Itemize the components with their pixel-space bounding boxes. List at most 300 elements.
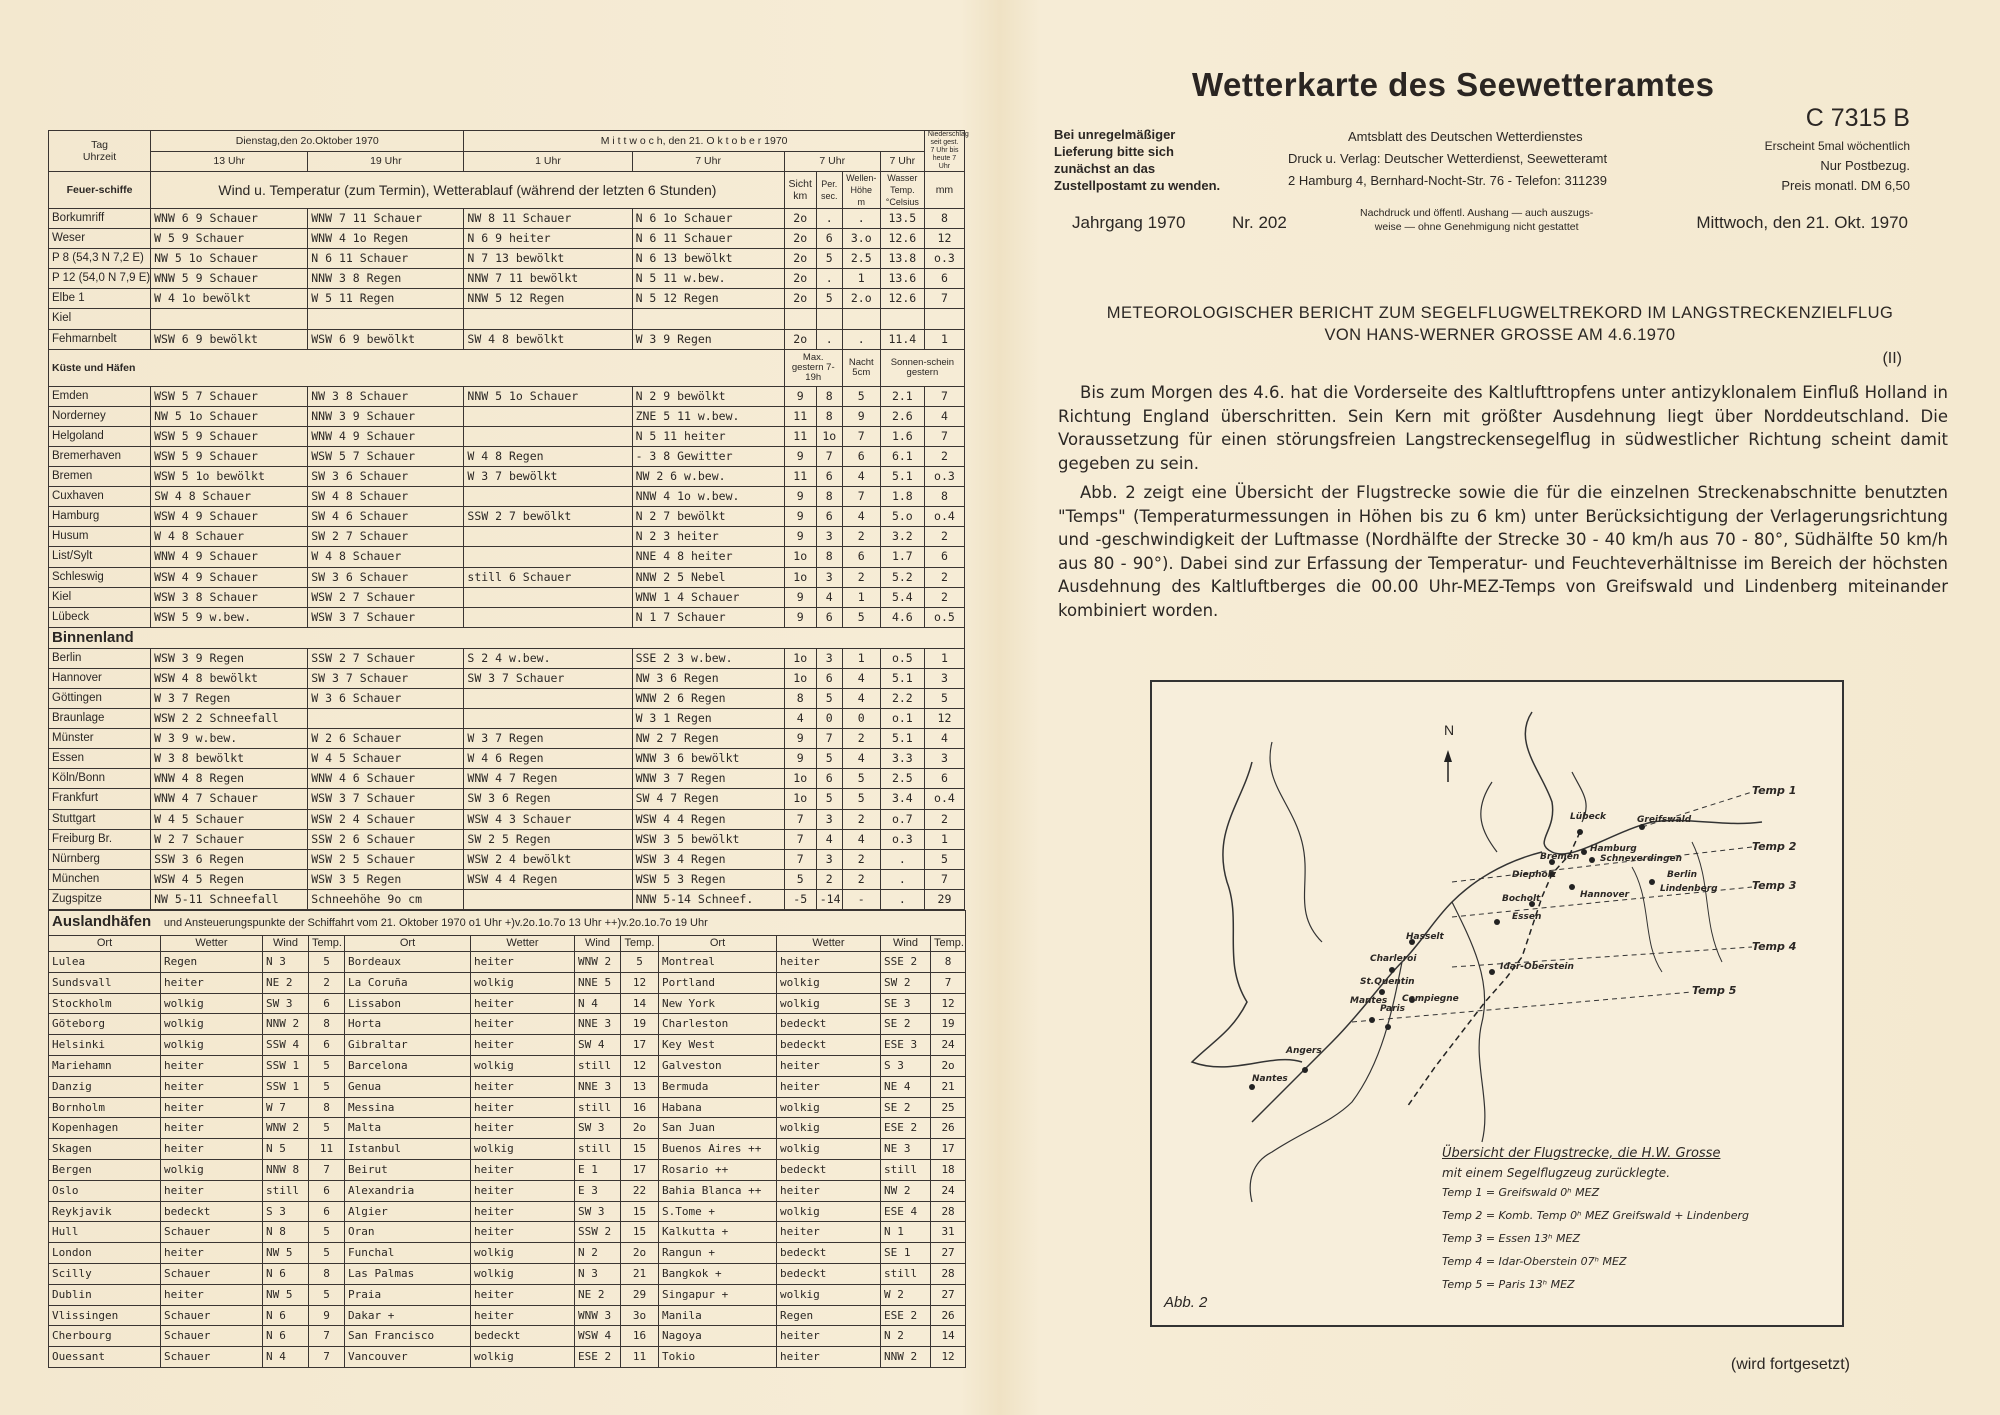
legend-item: Temp 3 = Essen 13ʰ MEZ (1442, 1232, 1581, 1245)
port-weather: Schauer (161, 1347, 263, 1368)
port-wind: SE 1 (881, 1243, 931, 1264)
frequency-block (1765, 136, 1910, 196)
value-cell: 4 (784, 709, 816, 729)
port-temp: 16 (621, 1097, 659, 1118)
value-cell: 3.o (842, 229, 880, 249)
value-cell: 4 (842, 467, 880, 487)
port-wind: WNW 2 (263, 1118, 309, 1139)
weather-cell: WSW 5 7 Schauer (308, 446, 464, 466)
port-name: Malta (345, 1118, 471, 1139)
legend-title: Übersicht der Flugstrecke, die H.W. Grosse (1442, 1146, 1721, 1161)
value-cell: 1.7 (880, 547, 924, 567)
port-wind: NW 5 (263, 1243, 309, 1264)
binnenland-body (49, 648, 965, 909)
weather-cell: SW 3 6 Regen (464, 789, 632, 809)
north-label: N (1444, 722, 1455, 738)
weather-cell: SW 3 7 Schauer (308, 668, 464, 688)
header-day1: Dienstag,den 2o.Oktober 1970 (151, 131, 464, 152)
station-name: Freiburg Br. (49, 829, 151, 849)
port-temp: 12 (931, 993, 966, 1014)
value-cell (784, 309, 816, 329)
aus-header-cell: Ort (49, 936, 161, 952)
value-cell: 12 (924, 709, 964, 729)
port-weather: wolkig (777, 1097, 881, 1118)
city-label: Idar-Oberstein (1500, 962, 1574, 972)
aus-header-cell: Wetter (777, 936, 881, 952)
city-label: St.Quentin (1360, 977, 1415, 987)
port-temp: 2 (309, 972, 345, 993)
table-row (49, 467, 965, 487)
table-header-row-1 (49, 131, 965, 152)
port-wind: NNW 2 (263, 1014, 309, 1035)
table-row (49, 869, 965, 889)
table-row (49, 567, 965, 587)
value-cell: . (816, 269, 842, 289)
port-weather: Schauer (161, 1263, 263, 1284)
continued-note: (wird fortgesetzt) (1730, 1356, 1850, 1373)
value-cell: 7 (924, 289, 964, 309)
port-name: Montreal (659, 952, 777, 973)
table-row (49, 769, 965, 789)
port-weather: wolkig (471, 1055, 575, 1076)
weather-cell: N 5 11 heiter (632, 426, 784, 446)
port-weather: wolkig (471, 1139, 575, 1160)
value-cell: 2 (924, 446, 964, 466)
port-temp: 17 (621, 1035, 659, 1056)
value-cell: 6 (842, 547, 880, 567)
port-weather: heiter (471, 1035, 575, 1056)
station-name: Hannover (49, 668, 151, 688)
value-cell: 2 (816, 869, 842, 889)
value-cell: 7 (924, 426, 964, 446)
port-name: Funchal (345, 1243, 471, 1264)
port-name: Gibraltar (345, 1035, 471, 1056)
weather-cell: W 4 6 Regen (464, 749, 632, 769)
port-name: Vancouver (345, 1347, 471, 1368)
legend-item: Temp 1 = Greifswald 0ʰ MEZ (1442, 1186, 1600, 1199)
port-temp: 5 (309, 1243, 345, 1264)
value-cell: 3 (816, 567, 842, 587)
port-wind: SSW 1 (263, 1076, 309, 1097)
port-wind: SW 3 (263, 993, 309, 1014)
city-label: Hamburg (1590, 844, 1637, 854)
weather-cell (464, 709, 632, 729)
value-cell: 11 (784, 406, 816, 426)
port-wind: ESE 2 (575, 1347, 621, 1368)
station-name: Lübeck (49, 607, 151, 627)
weather-cell: W 3 7 bewölkt (464, 467, 632, 487)
table-row (49, 648, 965, 668)
value-cell: 2.2 (880, 688, 924, 708)
aus-header-row (49, 936, 966, 952)
value-cell: o.7 (880, 809, 924, 829)
port-name: Singapur + (659, 1284, 777, 1305)
value-cell: 5 (816, 289, 842, 309)
value-cell: 3 (816, 527, 842, 547)
port-wind: S 3 (263, 1201, 309, 1222)
temp-label: Temp 5 (1692, 984, 1737, 997)
port-weather: heiter (161, 1118, 263, 1139)
port-weather: wolkig (777, 1284, 881, 1305)
port-temp: 14 (931, 1326, 966, 1347)
nachdruck-line: weise — ohne Genehmigung nicht gestattet (1374, 221, 1579, 233)
value-cell: 13.6 (880, 269, 924, 289)
station-name: Berlin (49, 648, 151, 668)
port-name: Key West (659, 1035, 777, 1056)
port-temp: 28 (931, 1201, 966, 1222)
station-name: Schleswig (49, 567, 151, 587)
heading-line: VON HANS-WERNER GROSSE AM 4.6.1970 (1324, 326, 1676, 344)
weather-cell: WNW 4 8 Regen (151, 769, 308, 789)
north-arrowhead (1444, 750, 1452, 762)
value-cell: 3.3 (880, 749, 924, 769)
port-wind: SE 3 (881, 993, 931, 1014)
legend-sub: mit einem Segelflugzeug zurücklegte. (1442, 1166, 1671, 1180)
port-name: Buenos Aires ++ (659, 1139, 777, 1160)
port-weather: Schauer (161, 1326, 263, 1347)
value-cell: 9 (842, 406, 880, 426)
value-cell: 5 (842, 386, 880, 406)
value-cell: 1 (924, 648, 964, 668)
weather-cell: N 6 11 Schauer (632, 229, 784, 249)
port-temp: 24 (931, 1035, 966, 1056)
port-name: Hull (49, 1222, 161, 1243)
binnen-header-row (49, 627, 965, 648)
heading-line: METEOROLOGISCHER BERICHT ZUM SEGELFLUGWELTREKORD IM LANGSTRECKENZIELFLUG (1106, 304, 1894, 322)
port-wind: still (575, 1139, 621, 1160)
freq-line: Erscheint 5mal wöchentlich (1764, 139, 1910, 153)
value-cell: o.1 (880, 709, 924, 729)
port-weather: heiter (777, 1347, 881, 1368)
port-weather: heiter (777, 1180, 881, 1201)
value-cell: 2.o (842, 289, 880, 309)
weather-cell: WSW 2 2 Schneefall (151, 709, 308, 729)
port-wind: SE 2 (881, 1097, 931, 1118)
port-weather: heiter (777, 1055, 881, 1076)
value-cell: 5 (924, 688, 964, 708)
port-temp: 25 (931, 1097, 966, 1118)
port-name: Charleston (659, 1014, 777, 1035)
port-temp: 5 (309, 1118, 345, 1139)
value-cell: 5 (842, 607, 880, 627)
weather-cell: SW 4 8 Schauer (308, 487, 464, 507)
port-temp: 27 (931, 1284, 966, 1305)
weather-cell: WSW 4 4 Regen (464, 869, 632, 889)
value-cell: 6 (816, 607, 842, 627)
port-weather: heiter (161, 1243, 263, 1264)
port-temp: 2o (931, 1055, 966, 1076)
value-cell: 2 (924, 809, 964, 829)
port-temp: 12 (621, 972, 659, 993)
weather-cell: WNW 4 6 Schauer (308, 769, 464, 789)
weather-cell: NNE 4 8 heiter (632, 547, 784, 567)
paragraph-1: Bis zum Morgen des 4.6. hat die Vorderseite des Kaltlufttropfens unter antizyklonalem Einfluß Holland in Richtung England überschritten. Sein Kern mit größter Ausdehnung liegt über Norddeutschland. Die Voraussetzung für einen störungsfreien Langstreckensegelflug in südwestlicher Richtung scheint damit gegeben zu sein. (1058, 383, 1948, 473)
page-title: Wetterkarte des Seewetteramtes (1192, 66, 1715, 103)
value-cell: 4 (924, 406, 964, 426)
notice-line: Zustellpostamt zu wenden. (1054, 178, 1221, 193)
table-header-row-3 (49, 172, 965, 209)
table-row (49, 1305, 966, 1326)
weather-cell: NW 3 8 Schauer (308, 386, 464, 406)
port-name: Portland (659, 972, 777, 993)
port-name: London (49, 1243, 161, 1264)
port-weather: bedeckt (777, 1263, 881, 1284)
port-temp: 13 (621, 1076, 659, 1097)
port-temp: 7 (931, 972, 966, 993)
port-wind: ESE 2 (881, 1118, 931, 1139)
port-weather: heiter (777, 1326, 881, 1347)
port-temp: 15 (621, 1201, 659, 1222)
table-row (49, 487, 965, 507)
port-name: San Juan (659, 1118, 777, 1139)
table-row (49, 507, 965, 527)
weather-cell: W 3 1 Regen (632, 709, 784, 729)
aus-title-row (49, 911, 966, 936)
city-label: Lübeck (1570, 812, 1607, 822)
port-temp: 29 (621, 1284, 659, 1305)
port-weather: wolkig (471, 1347, 575, 1368)
table-row (49, 1035, 966, 1056)
value-cell: 8 (816, 386, 842, 406)
port-weather: heiter (471, 1076, 575, 1097)
weather-cell: - 3 8 Gewitter (632, 446, 784, 466)
value-cell: 2 (842, 869, 880, 889)
port-temp: 26 (931, 1305, 966, 1326)
aus-subtitle: und Ansteuerungspunkte der Schiffahrt vom 21. Oktober 1970 o1 Uhr +)v.2o.1o.7o 13 Uhr ++)v.2o.1o.7o 19 Uhr (163, 917, 708, 929)
value-cell: 5 (924, 849, 964, 869)
port-wind: N 8 (263, 1222, 309, 1243)
value-cell: 5 (816, 688, 842, 708)
weather-cell: N 6 13 bewölkt (632, 249, 784, 269)
table-row (49, 1055, 966, 1076)
value-cell: 13.5 (880, 209, 924, 229)
value-cell: 12.6 (880, 229, 924, 249)
port-weather: heiter (161, 1284, 263, 1305)
temp4-line (1452, 947, 1752, 967)
port-weather: heiter (471, 1222, 575, 1243)
table-row (49, 1326, 966, 1347)
weather-cell: SSW 2 6 Schauer (308, 829, 464, 849)
port-wind: NNE 5 (575, 972, 621, 993)
port-wind: SSW 4 (263, 1035, 309, 1056)
value-cell: 2o (784, 229, 816, 249)
value-cell: 9 (784, 729, 816, 749)
value-cell: 6 (816, 467, 842, 487)
value-cell: 5 (842, 789, 880, 809)
value-cell: 8 (784, 688, 816, 708)
port-weather: heiter (471, 993, 575, 1014)
weather-cell: WSW 4 3 Schauer (464, 809, 632, 829)
port-name: Bordeaux (345, 952, 471, 973)
value-cell: 4 (816, 587, 842, 607)
port-name: Habana (659, 1097, 777, 1118)
value-cell: 2 (924, 587, 964, 607)
value-cell (816, 309, 842, 329)
weather-cell: WSW 2 7 Schauer (308, 587, 464, 607)
port-wind: N 4 (263, 1347, 309, 1368)
port-weather: heiter (161, 1097, 263, 1118)
value-cell: 5.1 (880, 467, 924, 487)
port-name: Manila (659, 1305, 777, 1326)
port-name: Vlissingen (49, 1305, 161, 1326)
table-row (49, 249, 965, 269)
port-name: Alexandria (345, 1180, 471, 1201)
table-row (49, 289, 965, 309)
weather-cell: W 3 6 Schauer (308, 688, 464, 708)
weather-cell: WSW 2 5 Schauer (308, 849, 464, 869)
value-cell: 11.4 (880, 329, 924, 349)
table-row (49, 993, 966, 1014)
weather-cell: WSW 5 9 Schauer (151, 446, 308, 466)
port-weather: wolkig (777, 1201, 881, 1222)
value-cell: 5.2 (880, 567, 924, 587)
value-cell: 2o (784, 289, 816, 309)
value-cell: 11 (784, 467, 816, 487)
port-temp: 17 (621, 1159, 659, 1180)
port-temp: 8 (309, 1014, 345, 1035)
table-row (49, 1222, 966, 1243)
port-weather: heiter (777, 952, 881, 973)
weather-cell: NW 2 6 w.bew. (632, 467, 784, 487)
weather-cell: WSW 3 8 Schauer (151, 587, 308, 607)
value-cell: 7 (924, 869, 964, 889)
city-label: Diepholz (1512, 870, 1557, 880)
value-cell: 6 (816, 229, 842, 249)
river (1452, 902, 1485, 1142)
port-name: New York (659, 993, 777, 1014)
weather-cell: S 2 4 w.bew. (464, 648, 632, 668)
header-sonne: Sonnen-schein gestern (880, 349, 964, 386)
value-cell: 1.8 (880, 487, 924, 507)
station-name: Husum (49, 527, 151, 547)
value-cell: . (880, 869, 924, 889)
weather-cell: W 4 5 Schauer (151, 809, 308, 829)
value-cell: . (880, 889, 924, 909)
weather-cell: WSW 6 9 bewölkt (308, 329, 464, 349)
port-name: Istanbul (345, 1139, 471, 1160)
port-name: Galveston (659, 1055, 777, 1076)
fig-label: Abb. 2 (1164, 1294, 1208, 1311)
value-cell: 13.8 (880, 249, 924, 269)
value-cell: 5 (842, 769, 880, 789)
weather-cell: SSW 2 7 Schauer (308, 648, 464, 668)
port-wind: N 4 (575, 993, 621, 1014)
weather-cell: W 4 8 Regen (464, 446, 632, 466)
value-cell: 1 (842, 269, 880, 289)
port-name: Bergen (49, 1159, 161, 1180)
weather-cell: NNW 5 12 Regen (464, 289, 632, 309)
value-cell: - (842, 889, 880, 909)
weather-cell: WNW 4 7 Regen (464, 769, 632, 789)
port-temp: 11 (621, 1347, 659, 1368)
publisher-line: Amtsblatt des Deutschen Wetterdienstes (1348, 129, 1583, 144)
port-temp: 8 (309, 1263, 345, 1284)
port-name: Reykjavik (49, 1201, 161, 1222)
weather-cell: NNW 3 9 Schauer (308, 406, 464, 426)
port-weather: heiter (161, 1055, 263, 1076)
value-cell: 1 (842, 587, 880, 607)
port-temp: 5 (309, 952, 345, 973)
station-name: Borkumriff (49, 209, 151, 229)
weather-table (48, 130, 969, 910)
weather-cell: W 3 7 Regen (464, 729, 632, 749)
value-cell: 1o (784, 547, 816, 567)
weather-cell: NNW 2 5 Nebel (632, 567, 784, 587)
header-max: Max. gestern 7-19h (784, 349, 842, 386)
port-temp: 31 (931, 1222, 966, 1243)
value-cell: 4 (842, 688, 880, 708)
aus-header-cell: Wetter (161, 936, 263, 952)
weather-cell: SW 3 6 Schauer (308, 467, 464, 487)
value-cell: 4 (842, 507, 880, 527)
section-auslandhaefen: Auslandhäfen (52, 913, 152, 930)
weather-cell (464, 889, 632, 909)
city-label: Angers (1286, 1046, 1322, 1056)
weather-cell: W 3 8 bewölkt (151, 749, 308, 769)
port-wind: NE 2 (263, 972, 309, 993)
paragraph-2: Abb. 2 zeigt eine Übersicht der Flugstrecke sowie die für die einzelnen Streckenabschnitte benutzten "Temps" (Temperaturmessungen in Höhen bis zu 6 km) unter Berücksichtigung der Verlagerungsrichtung und -geschwindigkeit der Luftmasse (Nordhälfte der Strecke 30 - 40 km/h aus 70 - 80°, Südhälfte 50 km/h aus 80 - 90°). Dabei sind zur Erfassung der Temperatur- und Feuchteverhältnisse im Bereich der höchsten Ausdehnung des Kaltluftberges die 00.00 Uhr-MEZ-Temps von Greifswald und Lindenberg miteinander kombiniert worden. (1058, 483, 1948, 620)
aus-header-cell: Wind (575, 936, 621, 952)
value-cell: 7 (784, 809, 816, 829)
value-cell: o.5 (880, 648, 924, 668)
header-day2: M i t t w o c h, den 21. O k t o b e r 1970 (464, 131, 924, 152)
header-per: Per. sec. (816, 172, 842, 209)
temp-label: Temp 2 (1752, 840, 1797, 853)
weather-cell (151, 309, 308, 329)
port-temp: 2o (621, 1243, 659, 1264)
aus-header-cell: Wind (263, 936, 309, 952)
port-temp: 28 (931, 1263, 966, 1284)
header-time: 7 Uhr (632, 151, 784, 172)
table-row (49, 1097, 966, 1118)
port-name: Genua (345, 1076, 471, 1097)
port-wind: N 5 (263, 1139, 309, 1160)
value-cell: o.4 (924, 789, 964, 809)
value-cell: 1o (784, 769, 816, 789)
port-wind: NE 3 (881, 1139, 931, 1160)
port-weather: heiter (161, 1180, 263, 1201)
weather-cell: W 4 8 Schauer (308, 547, 464, 567)
port-wind: NE 4 (881, 1076, 931, 1097)
station-name: Helgoland (49, 426, 151, 446)
map-legend (1442, 1142, 1842, 1296)
table-row (49, 1014, 966, 1035)
value-cell: o.5 (924, 607, 964, 627)
port-wind: still (881, 1159, 931, 1180)
port-name: Algier (345, 1201, 471, 1222)
station-name: Weser (49, 229, 151, 249)
port-temp: 17 (931, 1139, 966, 1160)
port-weather: heiter (471, 1284, 575, 1305)
table-row (49, 547, 965, 567)
table-row (49, 229, 965, 249)
port-wind: N 3 (263, 952, 309, 973)
header-mm: mm (924, 172, 964, 209)
value-cell: 2 (924, 567, 964, 587)
weather-cell: W 3 9 Regen (632, 329, 784, 349)
port-wind: still (575, 1097, 621, 1118)
value-cell: 1o (784, 668, 816, 688)
value-cell: 7 (816, 729, 842, 749)
port-temp: 15 (621, 1222, 659, 1243)
port-temp: 11 (309, 1139, 345, 1160)
value-cell: 5 (816, 789, 842, 809)
weather-cell: SW 4 7 Regen (632, 789, 784, 809)
port-weather: Regen (777, 1305, 881, 1326)
weather-cell: N 5 12 Regen (632, 289, 784, 309)
port-weather: heiter (161, 1076, 263, 1097)
weather-cell (464, 426, 632, 446)
